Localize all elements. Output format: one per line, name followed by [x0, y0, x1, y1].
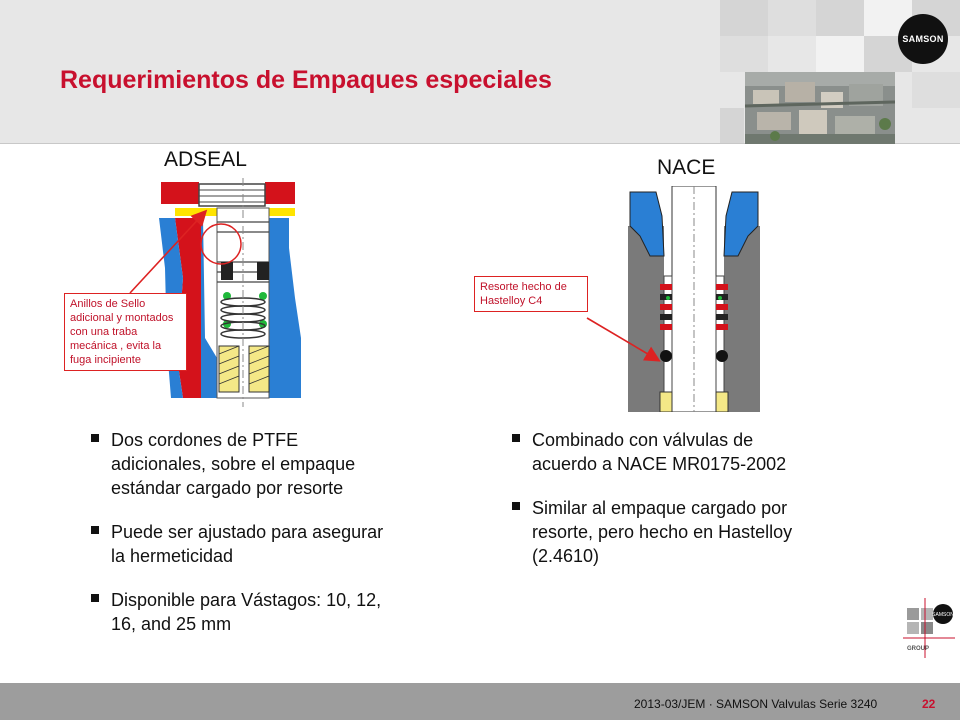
nace-bullet-list — [512, 428, 802, 588]
svg-text:SAMSON: SAMSON — [932, 612, 954, 618]
list-item: Similar al empaque cargado por resorte, pero hecho en Hastelloy (2.4610) — [512, 496, 802, 568]
list-item: Combinado con válvulas de acuerdo a NACE MR0175-2002 — [512, 428, 802, 476]
adseal-heading: ADSEAL — [164, 148, 247, 171]
footer-text: 2013-03/JEM · SAMSON Valvulas Serie 3240 — [634, 697, 878, 711]
nace-callout: Resorte hecho de Hastelloy C4 — [474, 276, 588, 312]
list-item: Dos cordones de PTFE adicionales, sobre el empaque estándar cargado por resorte — [91, 428, 391, 500]
list-item: Puede ser ajustado para asegurar la hermeticidad — [91, 520, 391, 568]
svg-text:GROUP: GROUP — [907, 646, 930, 652]
page-number: 22 — [922, 697, 936, 711]
samson-logo: SAMSON — [898, 14, 948, 64]
nace-packing-drawing — [628, 186, 760, 412]
adseal-bullet-list — [91, 428, 391, 656]
samson-group-logo — [903, 598, 955, 658]
aerial-photo-image — [745, 72, 895, 144]
adseal-callout: Anillos de Sello adicional y montados con una traba mecánica , evita la fuga incipiente — [64, 293, 187, 371]
list-item: Disponible para Vástagos: 10, 12, 16, and 25 mm — [91, 588, 391, 636]
nace-heading: NACE — [657, 156, 716, 179]
slide-title: Requerimientos de Empaques especiales — [60, 66, 552, 94]
